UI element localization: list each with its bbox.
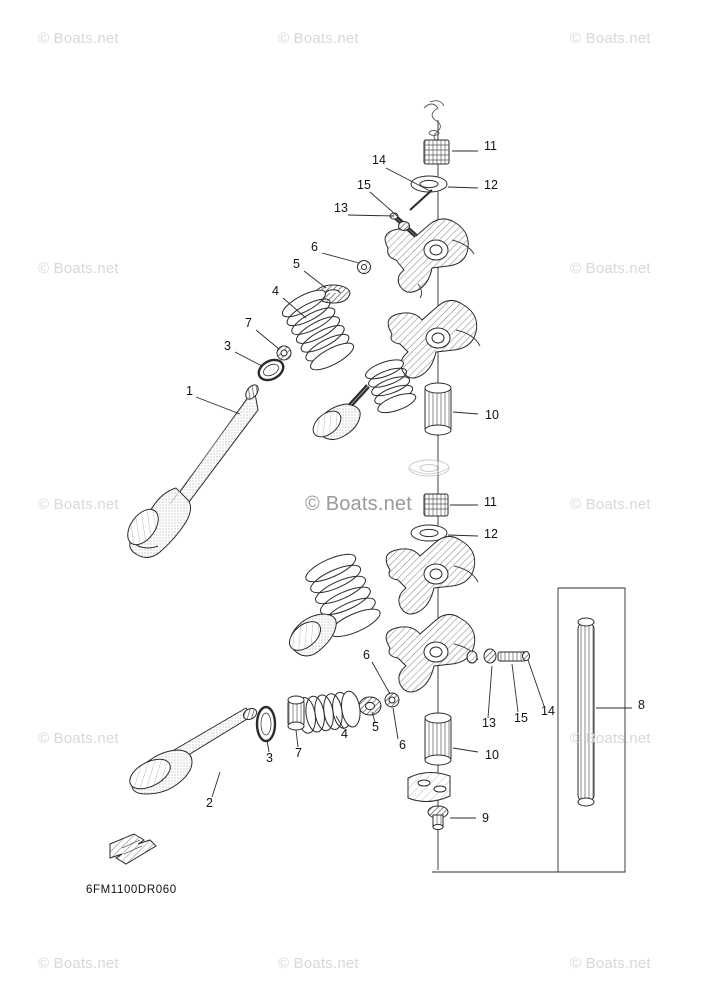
callout-6-lower: 6 (399, 738, 406, 752)
callout-13-top: 13 (334, 201, 348, 215)
watermark: © Boats.net (38, 955, 119, 972)
callout-10-upper: 10 (485, 408, 499, 422)
callout-15-lower: 15 (514, 711, 528, 725)
callout-11-top: 11 (484, 139, 497, 153)
watermark: © Boats.net (38, 260, 119, 277)
center-watermark: © Boats.net (305, 493, 412, 515)
callout-8: 8 (638, 698, 645, 712)
watermark: © Boats.net (570, 955, 651, 972)
callout-7-lower: 7 (295, 746, 302, 760)
watermark: © Boats.net (570, 30, 651, 47)
watermark: © Boats.net (570, 730, 651, 747)
callout-14-top: 14 (372, 153, 386, 167)
callout-12-top: 12 (484, 178, 498, 192)
callout-13-lower: 13 (482, 716, 496, 730)
callout-4-upper: 4 (272, 284, 279, 298)
diagram-part-number: 6FM1100DR060 (86, 884, 177, 896)
callout-15-top: 15 (357, 178, 371, 192)
watermark: © Boats.net (278, 955, 359, 972)
callout-1: 1 (186, 384, 193, 398)
callout-12-lower: 12 (484, 527, 498, 541)
callout-6-mid: 6 (363, 648, 370, 662)
callout-3-upper: 3 (224, 339, 231, 353)
callout-5-lower: 5 (372, 720, 379, 734)
callout-14-lower: 14 (541, 704, 555, 718)
callout-5-upper: 5 (293, 257, 300, 271)
callout-4-lower: 4 (341, 727, 348, 741)
watermark: © Boats.net (570, 496, 651, 513)
watermark: © Boats.net (38, 30, 119, 47)
watermark: © Boats.net (278, 30, 359, 47)
callout-10-lower: 10 (485, 748, 499, 762)
callout-7-upper: 7 (245, 316, 252, 330)
watermark: © Boats.net (570, 260, 651, 277)
callout-3-lower: 3 (266, 751, 273, 765)
callout-2: 2 (206, 796, 213, 810)
callout-9: 9 (482, 811, 489, 825)
callout-6-upper: 6 (311, 240, 318, 254)
callout-11-lower: 11 (484, 495, 497, 509)
watermark: © Boats.net (38, 496, 119, 513)
watermark: © Boats.net (38, 730, 119, 747)
